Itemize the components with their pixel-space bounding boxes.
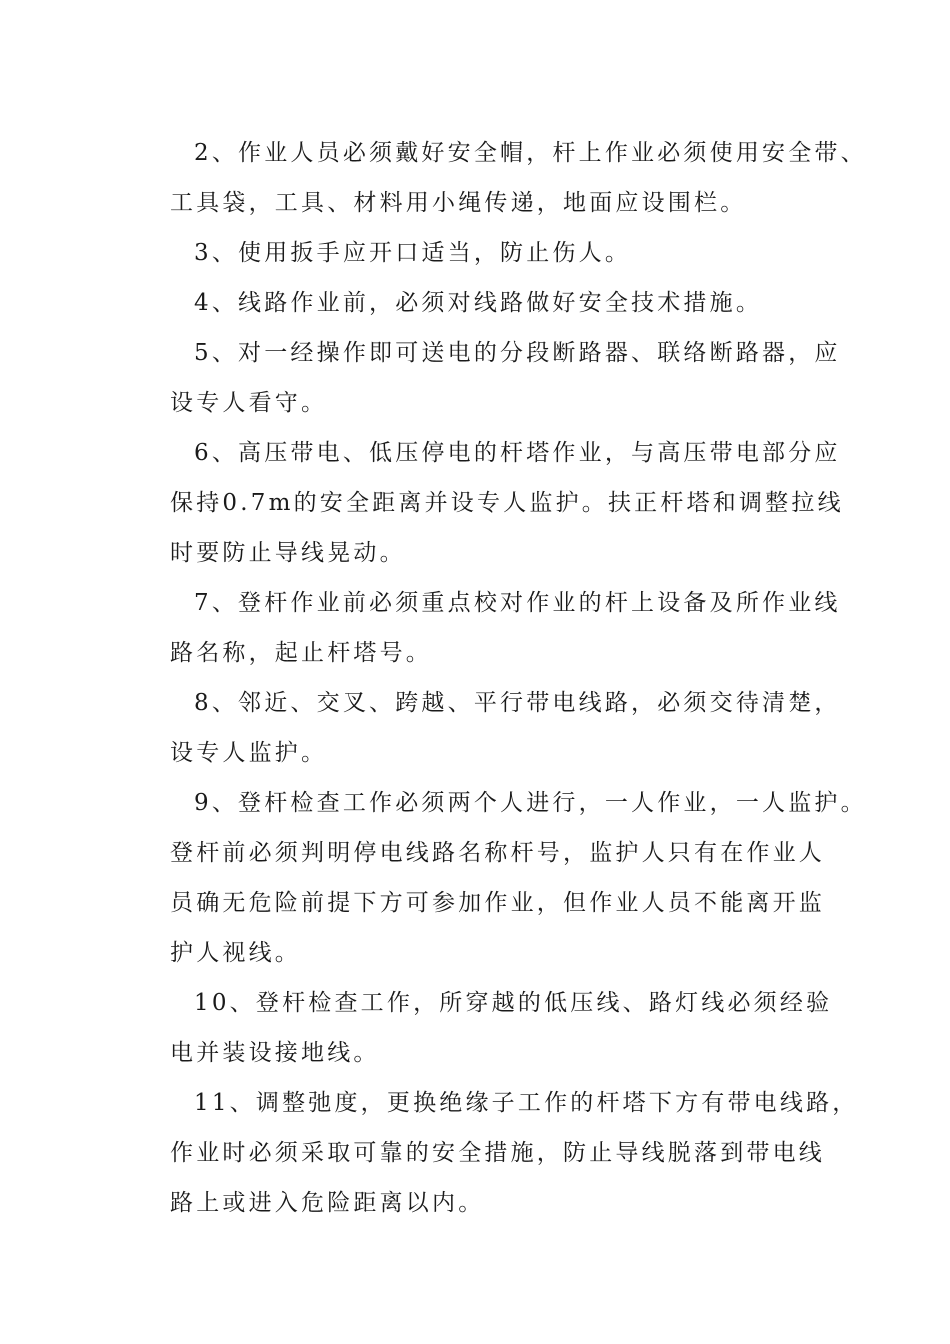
- paragraph-item-2: [146, 128, 867, 228]
- paragraph-line: 设专人监护。: [170, 740, 328, 766]
- paragraph-item-10: [146, 978, 833, 1078]
- paragraph-line: 作业时必须采取可靠的安全措施，防止导线脱落到带电线: [170, 1140, 825, 1166]
- paragraph-line: 护人视线。: [170, 940, 301, 966]
- paragraph-item-3: [146, 228, 826, 278]
- paragraph-line: 电并装设接地线。: [170, 1040, 380, 1066]
- paragraph-line: 2、作业人员必须戴好安全帽，杆上作业必须使用安全带、: [194, 140, 867, 166]
- paragraph-line: 路名称，起止杆塔号。: [170, 640, 432, 666]
- paragraph-item-8: [146, 678, 841, 778]
- paragraph-item-11: [146, 1078, 859, 1228]
- paragraph-line: 登杆前必须判明停电线路名称杆号，监护人只有在作业人: [170, 840, 825, 866]
- paragraph-line: 7、登杆作业前必须重点校对作业的杆上设备及所作业线: [194, 590, 841, 616]
- paragraph-line: 时要防止导线晃动。: [170, 540, 406, 566]
- paragraph-item-7: [146, 578, 841, 678]
- document-body: [146, 128, 867, 1228]
- paragraph-line: 9、登杆检查工作必须两个人进行，一人作业，一人监护。: [194, 790, 867, 816]
- paragraph-line: 工具袋，工具、材料用小绳传递，地面应设围栏。: [170, 190, 747, 216]
- paragraph-line: 6、高压带电、低压停电的杆塔作业，与高压带电部分应: [194, 440, 841, 466]
- paragraph-item-9: [146, 778, 867, 978]
- paragraph-line: 路上或进入危险距离以内。: [170, 1190, 485, 1216]
- paragraph-line: 5、对一经操作即可送电的分段断路器、联络断路器，应: [194, 340, 841, 366]
- paragraph-line: 3、使用扳手应开口适当，防止伤人。: [194, 240, 632, 266]
- paragraph-line: 员确无危险前提下方可参加作业，但作业人员不能离开监: [170, 890, 825, 916]
- paragraph-line: 设专人看守。: [170, 390, 328, 416]
- paragraph-line: 保持0.7m的安全距离并设专人监护。扶正杆塔和调整拉线: [170, 490, 844, 516]
- paragraph-line: 4、线路作业前，必须对线路做好安全技术措施。: [194, 290, 763, 316]
- paragraph-item-4: [146, 278, 826, 328]
- paragraph-line: 10、登杆检查工作，所穿越的低压线、路灯线必须经验: [194, 990, 833, 1016]
- paragraph-line: 11、调整弛度，更换绝缘子工作的杆塔下方有带电线路，: [194, 1090, 859, 1116]
- paragraph-item-5: [146, 328, 841, 428]
- paragraph-line: 8、邻近、交叉、跨越、平行带电线路，必须交待清楚，: [194, 690, 841, 716]
- paragraph-item-6: [146, 428, 844, 578]
